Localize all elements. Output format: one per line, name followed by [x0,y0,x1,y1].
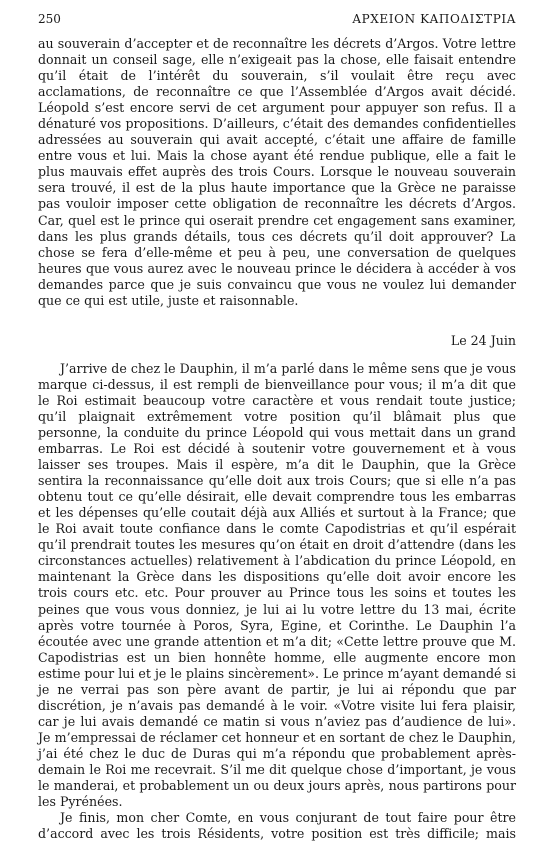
body-paragraph-2: J’arrive de chez le Dauphin, il m’a parlé dans le même sens que je vous marque ci-dessus, il est rempli de bienveillance pour vous; il m’a dit que le Roi estimait beaucoup votre caractère et vous rendait toute justice; qu’il plaignait extrêmement votre position qu’il blâmait plus que personne, la conduite du prince Léopold qui vous mettait dans un grand embarras. Le Roi est décidé à soutenir votre gouvernement et à vous laisser ses troupes. Mais il espère, m’a dit le Dauphin, que la Grèce sentira la reconnaissance qu’elle doit aux trois Cours; que si elle n’a pas obtenu tout ce qu’elle désirait, elle devait comprendre tous les embarras et les dépenses qu’elle coutait déjà aux Alliés et surtout à la France; que le Roi avait toute confiance dans le comte Capodistrias et qu’il espérait qu’il prendrait toutes les mesures qu’on était en droit d’attendre (dans les circonstances actuelles) relativement à l’abdication du prince Léopold, en maintenant la Grèce dans les dispositions qu’elle doit avoir encore les trois cours etc. etc. Pour prouver au Prince tous les soins et toutes les peines que vous vous donniez, je lui ai lu votre lettre du 13 mai, écrite après votre tournée à Poros, Syra, Egine, et Corinthe. Le Dauphin l’a écoutée avec une grande attention et m’a dit; «Cette lettre prouve que M. Capodistrias est un bien honnête homme, elle augmente encore mon estime pour lui et je le plains sincèrement». Le prince m’ayant demandé si je ne verrai pas son père avant de partir, je lui ai répondu que par discrétion, je n’avais pas demandé à le voir. «Votre visite lui fera plaisir, car je lui avais demandé ce matin si vous n’aviez pas d’audience de lui». Je m’empressai de réclamer cet honneur et en sortant de chez le Dauphin, j’ai été chez le duc de Duras qui m’a répondu que probablement après-demain le Roi me recevrait. S’il me dit quelque chose d’important, je vous le manderai, et probablement un ou deux jours après, nous partirons pour les Pyrénées. [38,360,516,810]
document-page [38,10,516,842]
running-header [38,10,516,28]
body-paragraph-1: au souverain d’accepter et de reconnaître les décrets d’Argos. Votre lettre donnait un conseil sage, elle n’exigeait pas la chose, elle faisait entendre qu’il était de l’intérêt du souverain, s’il voulait être reçu avec acclamations, de reconnaître ce que l’Assemblée d’Argos avait décidé. Léopold s’est encore servi de cet argument pour appuyer son refus. Il a dénaturé vos propositions. D’ailleurs, c’était des demandes confidentielles adressées au souverain qui avait accepté, c’était une affaire de famille entre vous et lui. Mais la chose ayant été rendue publique, elle a fait le plus mauvais effet auprès des trois Cours. Lorsque le nouveau souverain sera trouvé, il est de la plus haute importance que la Grèce ne paraisse pas vouloir imposer cette obligation de reconnaître les décrets d’Argos. Car, quel est le prince qui oserait prendre cet engagement sans examiner, dans les plus grands détails, tous ces décrets qu’il doit approuver? La chose se fera d’elle-même et peu à peu, une conversation de quelques heures que vous aurez avec le nouveau prince le décidera à accéder à vos demandes parce que je suis convaincu que vous ne voulez lui demander que ce qui est utile, juste et raisonnable. [38,36,516,308]
page-number: 250 [38,12,61,26]
body-paragraph-3: Je finis, mon cher Comte, en vous conjurant de tout faire pour être d’accord avec les trois Résidents, votre position est très difficile; mais [38,810,516,842]
dateline: Le 24 Juin [450,332,516,348]
running-title: ΑΡΧΕΙΟΝ ΚΑΠΟΔΙΣΤΡΙΑ [352,12,516,26]
